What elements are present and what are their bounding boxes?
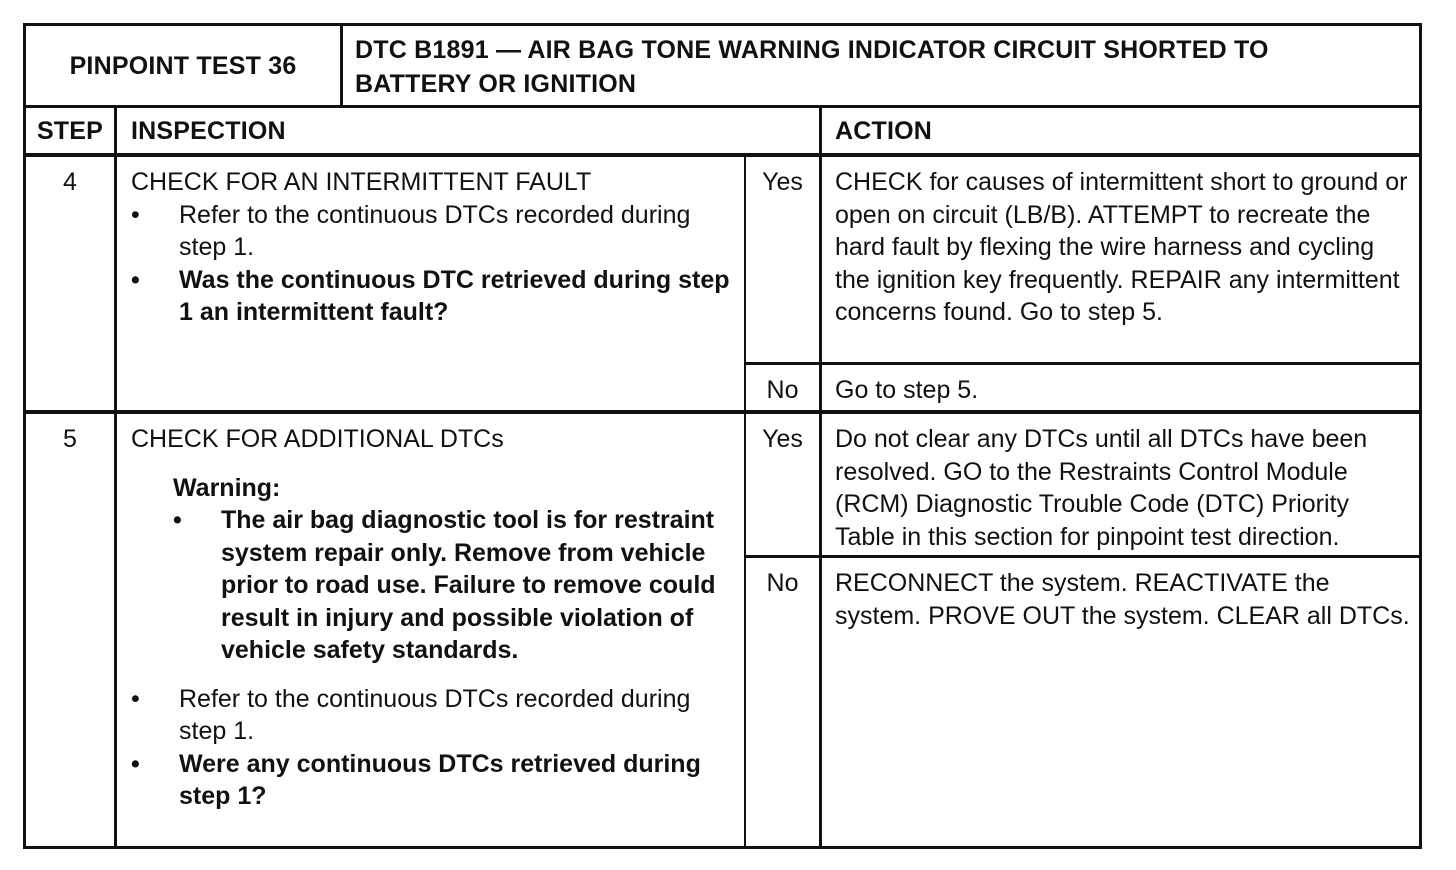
- step-number: 4: [63, 168, 77, 196]
- step-title: CHECK FOR ADDITIONAL DTCs: [131, 425, 504, 453]
- step-inspection: [131, 166, 736, 329]
- warning-label: Warning:: [173, 473, 281, 502]
- action-column-divider: [819, 106, 822, 849]
- step-divider: [23, 410, 1422, 414]
- step-column-divider: [114, 106, 117, 849]
- yes-label: Yes: [762, 425, 803, 453]
- test-title-line-1: DTC B1891 — AIR BAG TONE WARNING INDICATOR CIRCUIT SHORTED TO: [355, 36, 1269, 64]
- bullet-question: • Were any continuous DTCs retrieved during step 1?: [131, 748, 736, 813]
- test-title-line-2: BATTERY OR IGNITION: [355, 70, 637, 98]
- column-header-action: ACTION: [835, 117, 933, 145]
- warning-list: [173, 504, 736, 667]
- test-title: [355, 33, 1415, 101]
- yes-action: CHECK for causes of intermittent short to ground or open on circuit (LB/B). ATTEMPT to recreate the hard fault by flexing the wire harness and cycling the ignition key frequently. REPAIR any intermittent concerns found. Go to step 5.: [835, 168, 1408, 326]
- step-inspection: [131, 423, 736, 813]
- step-bullet-list: [131, 199, 736, 329]
- step-bullet-list: [131, 683, 736, 813]
- column-header-inspection: INSPECTION: [131, 117, 286, 145]
- no-label: No: [766, 569, 799, 597]
- header-vertical-divider: [340, 23, 343, 107]
- no-action: RECONNECT the system. REACTIVATE the system. PROVE OUT the system. CLEAR all DTCs.: [835, 569, 1410, 630]
- warning-text: • The air bag diagnostic tool is for restraint system repair only. Remove from vehicle prior to road use. Failure to remove could result in injury and possible violation of vehicle safety standards.: [173, 504, 736, 667]
- yes-label: Yes: [762, 168, 803, 196]
- step-number: 5: [63, 425, 77, 453]
- column-header-step: STEP: [36, 117, 104, 145]
- bullet-item: • Refer to the continuous DTCs recorded during step 1.: [131, 199, 736, 264]
- yes-action: Do not clear any DTCs until all DTCs have been resolved. GO to the Restraints Control Module (RCM) Diagnostic Trouble Code (DTC) Priority Table in this section for pinpoint test direction.: [835, 425, 1368, 551]
- step-title: CHECK FOR AN INTERMITTENT FAULT: [131, 168, 592, 196]
- yes-no-column-divider: [744, 155, 746, 849]
- bullet-item: • Refer to the continuous DTCs recorded during step 1.: [131, 683, 736, 748]
- bullet-question: • Was the continuous DTC retrieved during step 1 an intermittent fault?: [131, 264, 736, 329]
- test-number-label: PINPOINT TEST 36: [69, 52, 297, 80]
- step4-yes-no-divider: [744, 362, 1422, 365]
- no-label: No: [766, 376, 799, 404]
- no-action: Go to step 5.: [835, 376, 979, 404]
- header-divider: [23, 105, 1422, 108]
- step5-yes-no-divider: [744, 555, 1422, 558]
- column-header-divider: [23, 153, 1422, 157]
